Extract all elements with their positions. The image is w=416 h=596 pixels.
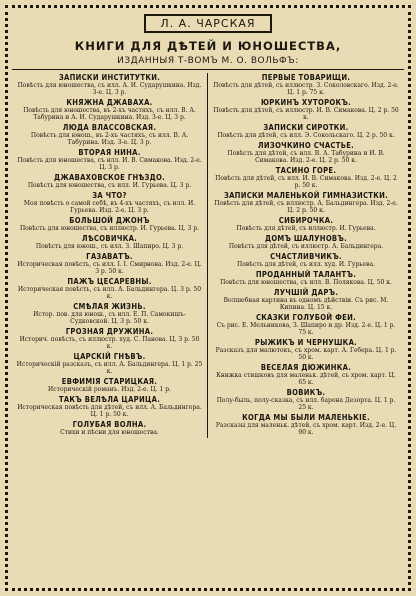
book-title: ЕВФИМІЯ СТАРИЦКАЯ.: [61, 377, 158, 386]
book-entry: [212, 338, 400, 361]
book-description: Повѣсть для юнош., въ 2-хъ частяхъ, съ илл. В. А. Табурина. Изд. 3-е. Ц. 3 р.: [30, 132, 189, 146]
book-title: ВОВИКЪ.: [286, 388, 326, 397]
book-description: Повѣсть для дѣтей, съ илл. худ. И. Гурьева.: [237, 261, 375, 268]
book-title: ЗАПИСКИ ИНСТИТУТКИ.: [58, 73, 161, 82]
book-description: Моя повѣсть о самой себѣ, въ 4-хъ частяхъ, съ илл. И. Гурьева. Изд. 2-е. Ц. 3 р.: [23, 200, 196, 214]
book-entry: [16, 123, 203, 146]
book-entry: [212, 123, 400, 139]
book-entry: [212, 313, 400, 336]
catalog-page: [12, 12, 404, 584]
book-description: Повѣсть для юношества, съ иллюстр. И. Гурьева. Ц. 3 р.: [19, 225, 200, 232]
book-description: Повѣсть для дѣтей, съ иллюстр. А. Бальдингера. Изд. 2-е. Ц. 2 р. 50 к.: [214, 200, 398, 214]
book-description: Историч. повѣсть, съ иллюстр. худ. С. Панова. Ц. 3 р. 50 к.: [19, 336, 200, 350]
book-entry: [16, 173, 203, 189]
book-title: СЧАСТЛИВЧИКЪ.: [270, 252, 342, 261]
book-title: ГАЗАВАТЪ.: [86, 252, 133, 261]
book-title: СМѢЛАЯ ЖИЗНЬ.: [73, 302, 146, 311]
book-title: ЗАПИСКИ СИРОТКИ.: [263, 123, 349, 132]
book-title: ЗАПИСКИ МАЛЕНЬКОЙ ГИМНАЗИСТКИ.: [223, 191, 389, 200]
book-entry: [212, 288, 400, 311]
book-entry: [212, 234, 400, 250]
book-description: Историческая повѣсть для дѣтей, съ илл. А. Бальдингера. Ц. 1 р. 50 к.: [17, 404, 202, 418]
book-title: КНЯЖНА ДЖАВАХА.: [66, 98, 153, 107]
book-title: ГРОЗНАЯ ДРУЖИНА.: [65, 327, 154, 336]
book-title: ТАКЪ ВЕЛѢЛА ЦАРИЦА.: [58, 395, 161, 404]
book-description: Историческая повѣсть, съ илл. І. І. Смирнова. Изд. 2-е. Ц. 3 р. 50 к.: [17, 261, 202, 275]
book-description: Повѣсть для юношества, съ илл. В. Полякова. Ц. 50 к.: [220, 279, 392, 286]
book-columns: [12, 73, 404, 438]
book-entry: [212, 252, 400, 268]
book-entry: [16, 420, 203, 436]
book-description: Волшебная картина въ одномъ дѣйствіи. Съ рис. М. Кипина. Ц. 15 к.: [223, 297, 389, 311]
book-entry: [212, 270, 400, 286]
book-title: КОГДА МЫ БЫЛИ МАЛЕНЬКІЕ.: [242, 413, 370, 422]
book-title: СКАЗКИ ГОЛУБОЙ ФЕИ.: [255, 313, 357, 322]
book-title: ВТОРАЯ НИНА.: [78, 148, 141, 157]
page-header: [12, 12, 404, 66]
book-description: Повѣсть для дѣтей, съ илл. Э. Сокольскаго. Ц. 2 р. 50 к.: [217, 132, 395, 139]
book-description: Повѣсть для юнош., съ илл. З. Шапиро. Ц. 3 р.: [35, 243, 184, 250]
book-description: Повѣсть для дѣтей, съ илл. И. В. Симакова. Изд. 2-е. Ц. 2 р. 50 к.: [215, 175, 397, 189]
book-entry: [16, 352, 203, 375]
book-title: ТАСИНО ГОРЕ.: [275, 166, 337, 175]
book-title: ЮРКИНЪ ХУТОРОКЪ.: [260, 98, 352, 107]
book-entry: [16, 302, 203, 325]
book-title: ЛИЗОЧКИНО СЧАСТЬЕ.: [257, 141, 355, 150]
book-entry: [212, 166, 400, 189]
book-title: ПРОДАННЫЙ ТАЛАНТЪ.: [255, 270, 357, 279]
book-entry: [16, 148, 203, 171]
header-rule: [12, 69, 404, 70]
book-description: Повѣсть для юношества, въ 2-хъ частяхъ, съ илл. В. А. Табурина и А. И. Сударушкина. Изд. 3-е. Ц. 3 р.: [23, 107, 196, 121]
book-entry: [212, 388, 400, 411]
book-title: ЦАРСКІЙ ГНѢВЪ.: [73, 352, 146, 361]
book-title: ЛУЧШІЙ ДАРЪ.: [273, 288, 339, 297]
book-title: ПЕРВЫЕ ТОВАРИЩИ.: [261, 73, 351, 82]
book-description: Разсказы для маленьк. дѣтей, съ хром. карт. Изд. 2-е. Ц. 90 к.: [215, 422, 397, 436]
book-entry: [212, 98, 400, 121]
book-description: Историческій разсказъ, съ илл. А. Бальдингера. Ц. 1 р. 25 к.: [16, 361, 203, 375]
book-title: РЫЖИКЪ И ЧЕРНУШКА.: [254, 338, 358, 347]
publisher-line: ИЗДАННЫЯ Т-ВОМЪ М. О. ВОЛЬФЪ:: [117, 56, 299, 66]
book-title: ЛѢСОВИЧКА.: [81, 234, 138, 243]
book-description: Разсказъ для малютокъ, съ хром. карт. А. Гебера. Ц. 1 р. 50 к.: [215, 347, 397, 361]
book-entry: [16, 277, 203, 300]
book-title: БОЛЬШОЙ ДЖОНЪ: [69, 216, 150, 225]
book-title: ПАЖЪ ЦЕСАРЕВНЫ.: [67, 277, 152, 286]
book-description: Повѣсть для юношества, съ илл. А. И. Сударушкина. Изд. 3-е. Ц. 3 р.: [17, 82, 202, 96]
book-entry: [16, 252, 203, 275]
book-entry: [212, 141, 400, 164]
book-entry: [16, 234, 203, 250]
book-description: Историческая повѣсть, съ илл. А. Бальдингера. Ц. 3 р. 50 к.: [17, 286, 202, 300]
book-title: ВЕСЕЛАЯ ДЮЖИНКА.: [260, 363, 352, 372]
book-title: СИБИРОЧКА.: [278, 216, 334, 225]
book-description: Съ рис. Е. Мельникова, З. Шапиро и др. Изд. 2-е. Ц. 1 р. 75 к.: [216, 322, 396, 336]
book-entry: [16, 327, 203, 350]
book-entry: [16, 395, 203, 418]
left-book-column: [12, 73, 208, 438]
book-description: Повѣсть для дѣтей, съ илл. В. А. Табурина и И. В. Симакова. Изд. 2-е. Ц. 2 р. 50 к.: [227, 150, 385, 164]
book-description: Повѣсть для юношества, съ илл. И. В. Симакова. Изд. 2-е. Ц. 3 р.: [17, 157, 202, 171]
book-description: Повѣсть для дѣтей, съ иллюстр. И. В. Симакова. Ц. 2 р. 50 к.: [213, 107, 399, 121]
book-title: ЗА ЧТО?: [92, 191, 127, 200]
book-title: ДОМЪ ШАЛУНОВЪ.: [264, 234, 348, 243]
book-entry: [16, 377, 203, 393]
book-entry: [16, 191, 203, 214]
author-banner: Л. А. ЧАРСКАЯ: [144, 14, 271, 33]
book-entry: [16, 73, 203, 96]
book-title: ГОЛУБАЯ ВОЛНА.: [72, 420, 147, 429]
book-title: ЛЮДА ВЛАССОВСКАЯ.: [62, 123, 157, 132]
catalog-title: КНИГИ ДЛЯ ДѢТЕЙ И ЮНОШЕСТВА,: [74, 39, 342, 53]
book-entry: [212, 216, 400, 232]
book-title: ДЖАВАХОВСКОЕ ГНѢЗДО.: [53, 173, 166, 182]
book-description: Повѣсть для юношества, съ илл. И. Гурьева. Ц. 3 р.: [27, 182, 192, 189]
book-entry: [212, 73, 400, 96]
book-description: Истор. пов. для юнош., съ илл. Е. П. Самокишъ-Судковской. Ц. 3 р. 50 к.: [33, 311, 186, 325]
book-description: Повѣсть для дѣтей, съ иллюстр. З. Соколовскаго. Изд. 2-е. Ц. 1 р. 75 к.: [213, 82, 399, 96]
book-entry: [16, 98, 203, 121]
right-book-column: [208, 73, 404, 438]
book-description: Повѣсть для дѣтей, съ иллюстр. А. Бальдингера.: [228, 243, 384, 250]
book-entry: [16, 216, 203, 232]
book-entry: [212, 413, 400, 436]
book-description: Полу-быль, полу-сказка, съ илл. барона Дезорта. Ц. 1 р. 25 к.: [216, 397, 396, 411]
book-description: Книжка стишковъ для маленьк. дѣтей, съ хром. карт. Ц. 65 к.: [216, 372, 396, 386]
book-entry: [212, 363, 400, 386]
book-entry: [212, 191, 400, 214]
book-description: Стихи и пѣсни для юношества.: [60, 429, 159, 436]
book-description: Повѣсть для дѣтей, съ иллюстр. И. Гурьева.: [236, 225, 376, 232]
book-description: Историческій романъ. Изд. 2-е. Ц. 1 р.: [48, 386, 171, 393]
